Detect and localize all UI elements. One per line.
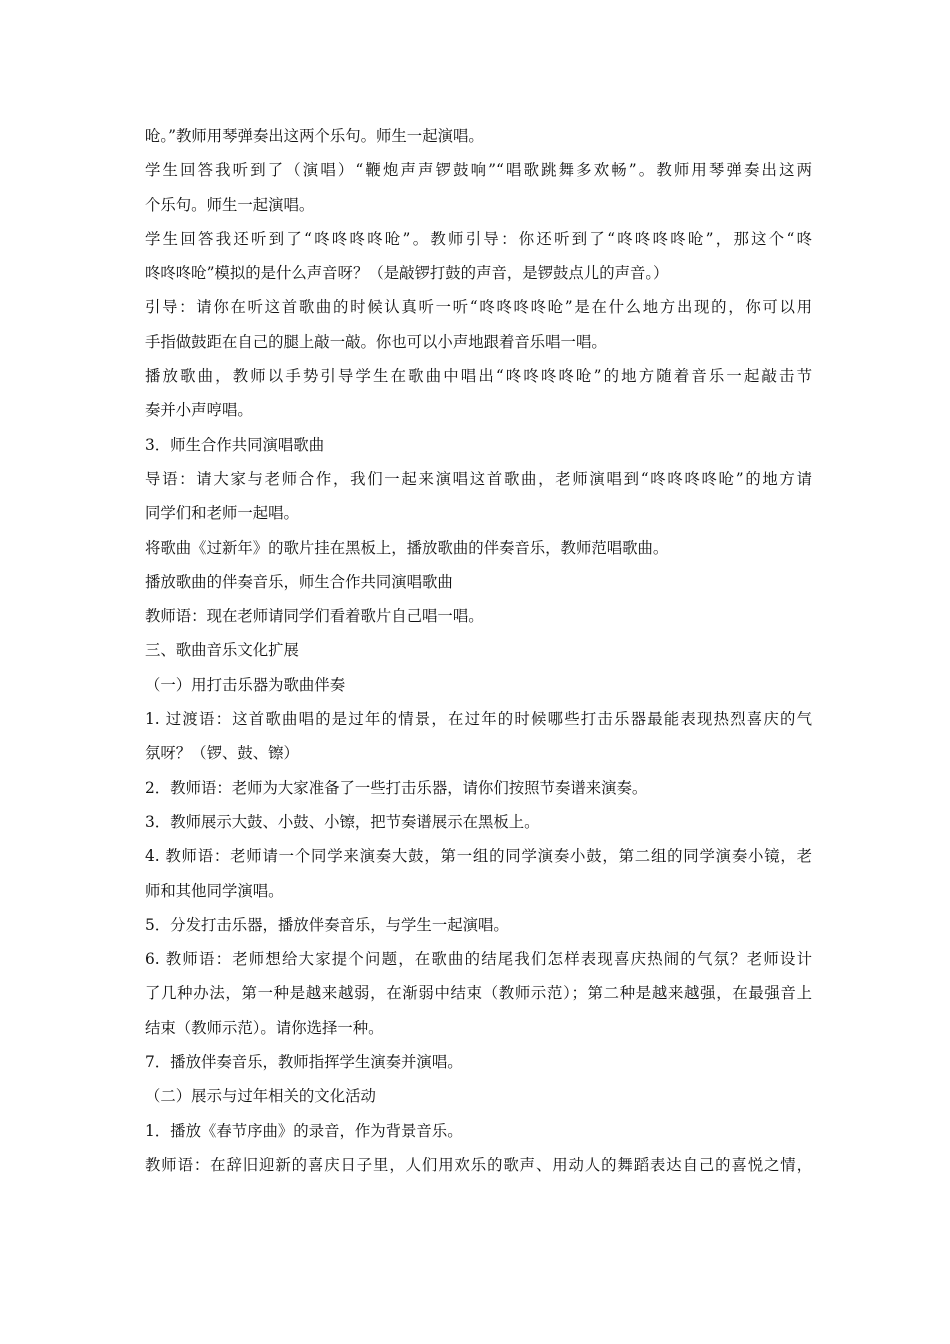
text-line: 引导：请你在听这首歌曲的时候认真听一听“咚咚咚咚呛”是在什么地方出现的，你可以用 [145, 298, 812, 317]
text-line: 4. 教师语：老师请一个同学来演奏大鼓，第一组的同学演奏小鼓，第二组的同学演奏小镜，老 [145, 847, 812, 866]
text-line: 1. 过渡语：这首歌曲唱的是过年的情景，在过年的时候哪些打击乐器最能表现热烈喜庆的气 [145, 710, 812, 729]
text-line: 2．教师语：老师为大家准备了一些打击乐器，请你们按照节奏谱来演奏。 [145, 778, 648, 797]
text-line: 氛呀？（锣、鼓、镲） [145, 744, 299, 763]
text-line: 7．播放伴奏音乐，教师指挥学生演奏并演唱。 [145, 1053, 463, 1072]
text-line: 1．播放《春节序曲》的录音，作为背景音乐。 [145, 1121, 463, 1140]
text-line: 播放歌曲的伴奏音乐，师生合作共同演唱歌曲 [145, 572, 453, 591]
text-line: 三、歌曲音乐文化扩展 [145, 641, 299, 660]
text-line: 手指做鼓距在自己的腿上敲一敲。你也可以小声地跟着音乐唱一唱。 [145, 332, 607, 351]
text-line: 呛。”教师用琴弹奏出这两个乐句。师生一起演唱。 [145, 127, 484, 145]
text-line: 3．师生合作共同演唱歌曲 [145, 435, 325, 454]
text-line: （二）展示与过年相关的文化活动 [145, 1087, 376, 1106]
text-line: 结束（教师示范）。请你选择一种。 [145, 1018, 384, 1037]
document-body [145, 119, 812, 1182]
text-line: 将歌曲《过新年》的歌片挂在黑板上，播放歌曲的伴奏音乐，教师范唱歌曲。 [145, 538, 669, 557]
text-line: 教师语：在辞旧迎新的喜庆日子里，人们用欢乐的歌声、用动人的舞蹈表达自己的喜悦之情， [145, 1155, 812, 1174]
text-line: 个乐句。师生一起演唱。 [145, 195, 315, 214]
text-line: 5．分发打击乐器，播放伴奏音乐，与学生一起演唱。 [145, 915, 509, 934]
text-line: （一）用打击乐器为歌曲伴奏 [145, 675, 346, 694]
text-line: 教师语：现在老师请同学们看着歌片自己唱一唱。 [145, 607, 484, 626]
text-line: 学生回答我听到了（演唱）“鞭炮声声锣鼓响”“唱歌跳舞多欢畅”。教师用琴弹奏出这两 [145, 161, 812, 180]
text-line: 导语：请大家与老师合作，我们一起来演唱这首歌曲，老师演唱到“咚咚咚咚呛”的地方请 [145, 469, 812, 488]
text-line: 了几种办法，第一种是越来越弱，在渐弱中结束（教师示范）；第二种是越来越强，在最强音上 [145, 984, 812, 1003]
text-line: 学生回答我还听到了“咚咚咚咚呛”。教师引导：你还听到了“咚咚咚咚呛”，那这个“咚 [145, 229, 812, 248]
text-line: 播放歌曲，教师以手势引导学生在歌曲中唱出“咚咚咚咚呛”的地方随着音乐一起敲击节 [145, 367, 812, 386]
text-line: 6. 教师语：老师想给大家提个问题，在歌曲的结尾我们怎样表现喜庆热闹的气氛？老师设计 [145, 950, 812, 969]
text-line: 咚咚咚呛”模拟的是什么声音呀？（是敲锣打鼓的声音，是锣鼓点儿的声音。） [145, 264, 669, 283]
text-line: 奏并小声哼唱。 [145, 401, 253, 420]
text-line: 师和其他同学演唱。 [145, 881, 284, 900]
text-line: 同学们和老师一起唱。 [145, 504, 299, 523]
text-line: 3．教师展示大鼓、小鼓、小镲，把节奏谱展示在黑板上。 [145, 812, 540, 831]
